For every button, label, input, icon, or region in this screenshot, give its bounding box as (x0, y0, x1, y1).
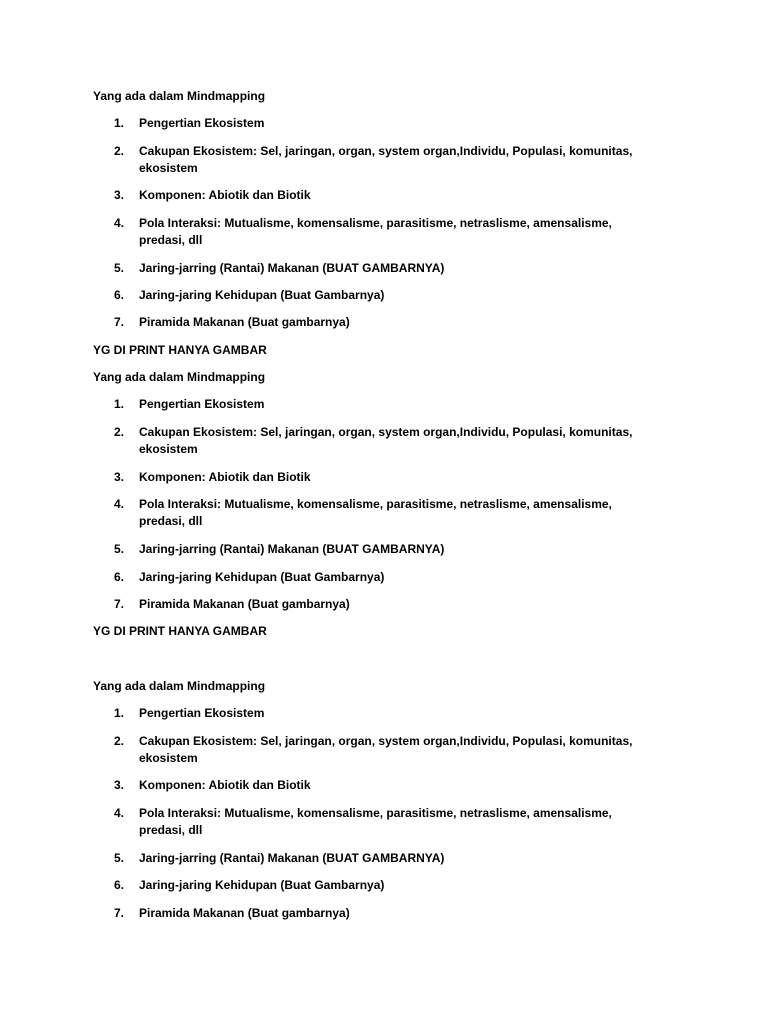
list-number: 3. (114, 470, 125, 484)
list-number: 1. (114, 116, 125, 130)
list-text: Pengertian Ekosistem (139, 706, 265, 720)
list-text: Piramida Makanan (Buat gambarnya) (139, 597, 350, 611)
list-number: 4. (114, 497, 125, 511)
list-number: 7. (114, 597, 125, 611)
list-text: Pola Interaksi: Mutualisme, komensalisme, parasitisme, netraslisme, amensalisme, predasi, dll (139, 216, 612, 247)
list-number: 2. (114, 144, 125, 158)
list-number: 7. (114, 315, 125, 329)
list-number: 7. (114, 906, 125, 920)
list-text: Komponen: Abiotik dan Biotik (139, 470, 311, 484)
list-number: 5. (114, 261, 125, 275)
section-title: Yang ada dalam Mindmapping (93, 679, 266, 693)
list-number: 4. (114, 806, 125, 820)
list-number: 6. (114, 288, 125, 302)
list-text: Jaring-jarring (Rantai) Makanan (BUAT GAMBARNYA) (139, 851, 445, 865)
list-text: Jaring-jarring (Rantai) Makanan (BUAT GAMBARNYA) (139, 261, 445, 275)
list-text: Jaring-jaring Kehidupan (Buat Gambarnya) (139, 570, 385, 584)
list-number: 4. (114, 216, 125, 230)
list-number: 1. (114, 397, 125, 411)
list-text: Piramida Makanan (Buat gambarnya) (139, 315, 350, 329)
list-text: Komponen: Abiotik dan Biotik (139, 188, 311, 202)
list-number: 6. (114, 570, 125, 584)
list-number: 2. (114, 425, 125, 439)
list-number: 2. (114, 734, 125, 748)
print-note: YG DI PRINT HANYA GAMBAR (93, 343, 267, 357)
section-title: Yang ada dalam Mindmapping (93, 89, 266, 103)
list-text: Pola Interaksi: Mutualisme, komensalisme, parasitisme, netraslisme, amensalisme, predasi, dll (139, 497, 612, 528)
list-text: Cakupan Ekosistem: Sel, jaringan, organ, system organ,Individu, Populasi, komunitas, ekosistem (139, 144, 633, 175)
list-number: 1. (114, 706, 125, 720)
list-text: Piramida Makanan (Buat gambarnya) (139, 906, 350, 920)
list-text: Komponen: Abiotik dan Biotik (139, 778, 311, 792)
list-text: Jaring-jaring Kehidupan (Buat Gambarnya) (139, 878, 385, 892)
list-text: Cakupan Ekosistem: Sel, jaringan, organ, system organ,Individu, Populasi, komunitas, ekosistem (139, 734, 633, 765)
list-text: Jaring-jarring (Rantai) Makanan (BUAT GAMBARNYA) (139, 542, 445, 556)
list-number: 3. (114, 188, 125, 202)
list-text: Pola Interaksi: Mutualisme, komensalisme, parasitisme, netraslisme, amensalisme, predasi, dll (139, 806, 612, 837)
list-number: 5. (114, 542, 125, 556)
section-title: Yang ada dalam Mindmapping (93, 370, 266, 384)
list-text: Pengertian Ekosistem (139, 116, 265, 130)
list-text: Cakupan Ekosistem: Sel, jaringan, organ, system organ,Individu, Populasi, komunitas, ekosistem (139, 425, 633, 456)
list-number: 5. (114, 851, 125, 865)
list-number: 6. (114, 878, 125, 892)
list-text: Pengertian Ekosistem (139, 397, 265, 411)
print-note: YG DI PRINT HANYA GAMBAR (93, 624, 267, 638)
list-number: 3. (114, 778, 125, 792)
list-text: Jaring-jaring Kehidupan (Buat Gambarnya) (139, 288, 385, 302)
